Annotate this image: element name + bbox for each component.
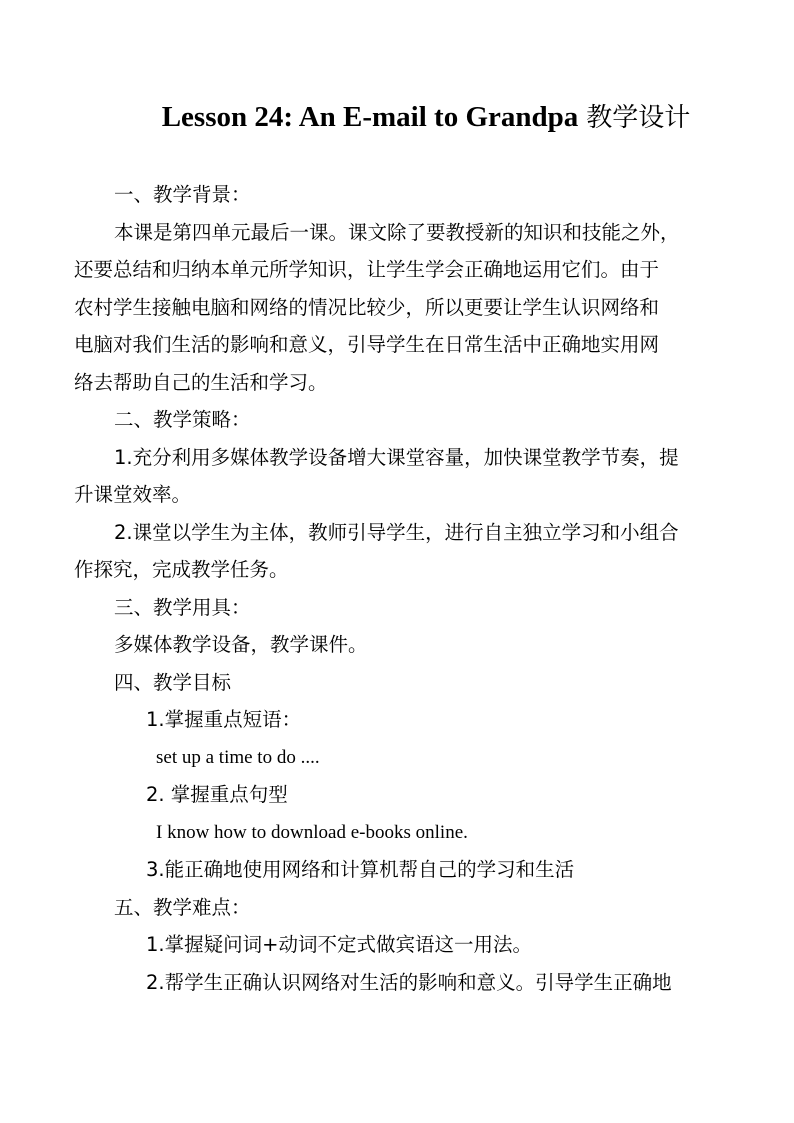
- paragraph-line: 络去帮助自己的生活和学习。: [74, 370, 328, 394]
- tools-text: 多媒体教学设备，教学课件。: [114, 633, 368, 656]
- paragraph-line: 电脑对我们生活的影响和意义，引导学生在日常生活中正确地实用网: [74, 333, 660, 356]
- page-title: [0, 98, 794, 137]
- difficulty-item-1: 1.掌握疑问词+动词不定式做宾语这一用法。: [146, 933, 532, 956]
- section-heading-background: 一、教学背景：: [114, 183, 251, 206]
- paragraph-background: [74, 214, 724, 402]
- difficulty-item-2: 2.帮学生正确认识网络对生活的影响和意义。引导学生正确地: [146, 970, 672, 994]
- title-english: Lesson 24: An E-mail to Grandpa: [161, 101, 579, 133]
- paragraph-line: 2.课堂以学生为主体，教师引导学生，进行自主独立学习和小组合: [114, 520, 679, 544]
- paragraph-line: 升课堂效率。: [74, 483, 192, 506]
- section-heading-difficulty: 五、教学难点：: [114, 895, 251, 919]
- goal-item-1: 1.掌握重点短语：: [146, 708, 302, 731]
- section-heading-strategy: 二、教学策略：: [114, 408, 251, 431]
- paragraph-line: 1.充分利用多媒体教学设备增大课堂容量，加快课堂教学节奏，提: [114, 445, 679, 469]
- paragraph-line: 农村学生接触电脑和网络的情况比较少，所以更要让学生认识网络和: [74, 295, 660, 319]
- paragraph-strategy-1: [74, 439, 724, 514]
- paragraph-line: 本课是第四单元最后一课。课文除了要教授新的知识和技能之外，: [114, 220, 680, 244]
- section-heading-goals: 四、教学目标: [114, 670, 232, 694]
- goal-example-2: I know how to download e-books online.: [156, 821, 468, 843]
- section-heading-tools: 三、教学用具：: [114, 595, 251, 619]
- goal-example-1: set up a time to do ....: [156, 746, 320, 768]
- goal-item-2: 2. 掌握重点句型: [146, 783, 288, 806]
- title-chinese: 教学设计: [586, 103, 691, 133]
- paragraph-line: 作探究，完成教学任务。: [74, 558, 289, 581]
- document-body: [74, 176, 724, 1001]
- paragraph-strategy-2: [74, 514, 724, 589]
- goal-item-3: 3.能正确地使用网络和计算机帮自己的学习和生活: [146, 858, 575, 881]
- paragraph-line: 还要总结和归纳本单元所学知识，让学生学会正确地运用它们。由于: [74, 258, 660, 281]
